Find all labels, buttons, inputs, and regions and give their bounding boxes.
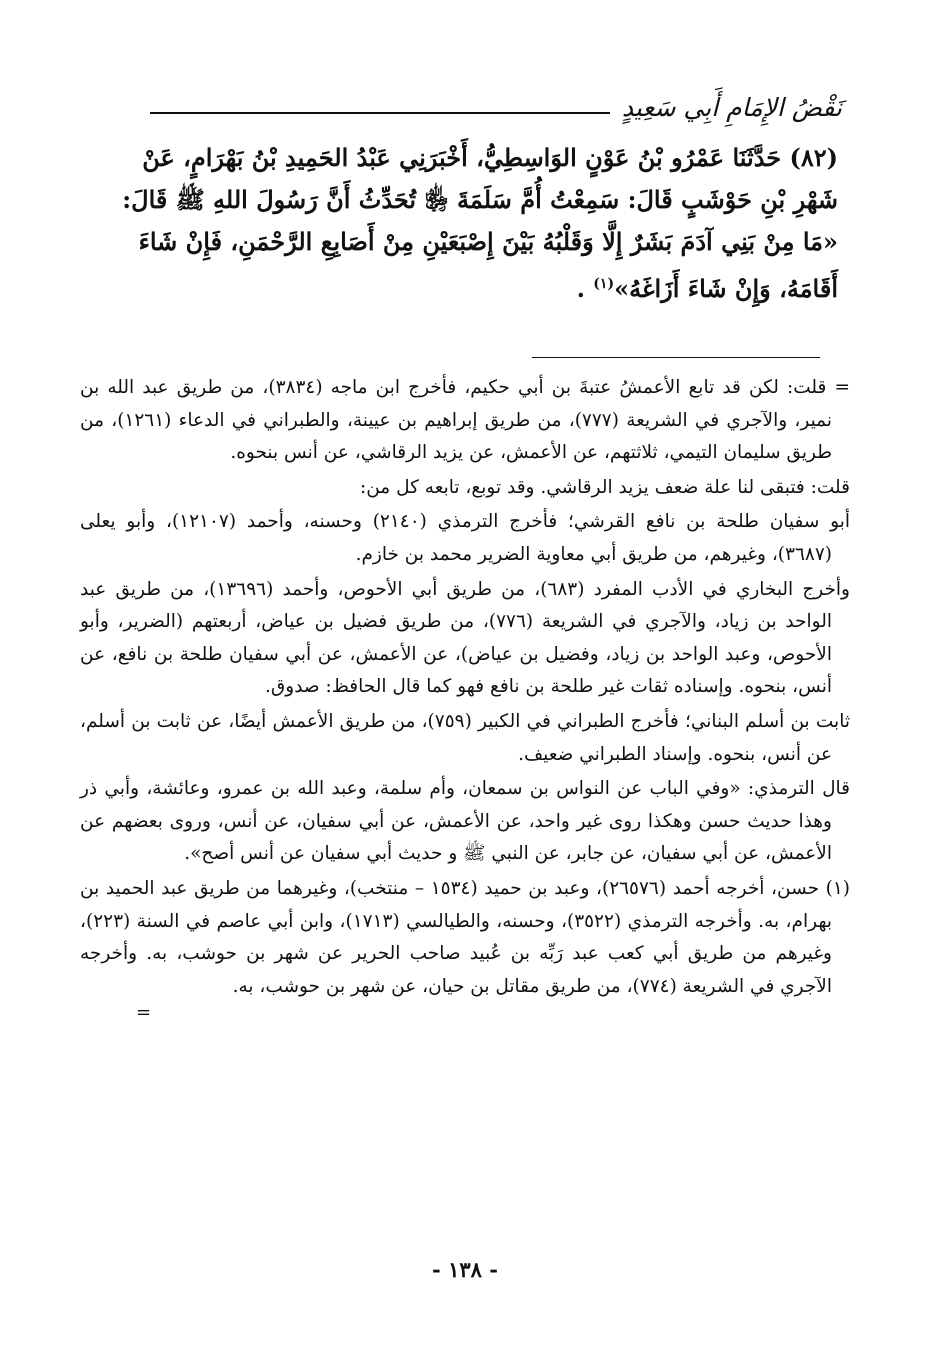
continuation-mark: = (136, 1002, 152, 1024)
running-header (150, 78, 842, 122)
note-thabit: ثابت بن أسلم البناني؛ فأخرج الطبراني في الكبير (٧٥٩)، من طريق الأعمش أيضًا، عن ثابت بن أسلم، عن أنس، بنحوه. وإسناد الطبراني ضعيف. (80, 710, 850, 765)
running-title: نَقْضُ الإِمَامِ أَبِي سَعِيدٍ (621, 93, 842, 122)
note-tirmidhi: قال الترمذي: «وفي الباب عن النواس بن سمعان، وأم سلمة، وعبد الله بن عمرو، وعائشة، وأبي ذر وهذا حديث حسن وهكذا روى غير واحد، عن الأعمش، عن أبي سفيان، عن أنس، وروى بعضهم عن الأعمش، عن أبي سفيان، عن جابر، عن النبي ﷺ و حديث أبي سفيان عن أنس أصح». (80, 778, 850, 865)
hadith-line-1: (٨٢) حَدَّثَنَا عَمْرُو بْنُ عَوْنٍ الوَاسِطِيُّ، أَخْبَرَنِي عَبْدُ الحَمِيدِ بْنُ بَهْرَامٍ، عَنْ (142, 143, 838, 172)
hadith-line-4 (80, 263, 838, 310)
note-continued: = قلت: لكن قد تابع الأعمشُ عتبةَ بن أبي حكيم، فأخرج ابن ماجه (٣٨٣٤)، من طريق عبد الله بن نمير، والآجري في الشريعة (٧٧٧)، من طريق إبراهيم بن عيينة، والطبراني في الدعاء (١٢٦١)، من طريق سليمان التيمي، ثلاثتهم، عن الأعمش، عن يزيد الرقاشي، عن أنس بنحوه. (80, 377, 851, 464)
footnotes (80, 372, 850, 1030)
footnote-reference: (١) (593, 276, 615, 292)
hadith-line-4-text: أَقَامَهُ، وَإِنْ شَاءَ أَزَاغَهُ» (614, 274, 838, 303)
hadith-line-3: «مَا مِنْ بَنِي آدَمَ بَشَرٌ إِلَّا وَقَلْبُهُ بَيْنَ إِصْبَعَيْنِ مِنْ أَصَابِعِ الرَّحْمَنِ، فَإِنْ شَاءَ (138, 227, 838, 256)
footnote-1: (١) حسن، أخرجه أحمد (٢٦٥٧٦)، وعبد بن حميد (١٥٣٤ – منتخب)، وغيرهما من طريق عبد الحميد بن بهرام، به. وأخرجه الترمذي (٣٥٢٢)، وحسنه، والطيالسي (١٧١٣)، وابن أبي عاصم في السنة (٢٢٣)، وغيرهم من طريق أبي كعب عبد رَبِّه بن عُبيد صاحب الحرير عن شهر بن حوشب، به. وأخرجه الآجري في الشريعة (٧٧٤)، من طريق مقاتل بن حيان، عن شهر بن حوشب، به. (80, 877, 850, 997)
note-weakness: قلت: فتبقى لنا علة ضعف يزيد الرقاشي. وقد توبع، تابعه كل من: (359, 476, 850, 498)
hadith-text (80, 137, 838, 310)
header-rule (150, 112, 610, 114)
hadith-line-2: شَهْرِ بْنِ حَوْشَبٍ قَالَ: سَمِعْتُ أُمَّ سَلَمَةَ ﵂ تُحَدِّثُ أَنَّ رَسُولَ اللهِ ﷺ قَالَ: (122, 185, 838, 214)
footnote-separator (532, 357, 820, 358)
page-number: - ١٣٨ - (432, 1257, 498, 1282)
note-abu-sufyan: أبو سفيان طلحة بن نافع القرشي؛ فأخرج الترمذي (٢١٤٠) وحسنه، وأحمد (١٢١٠٧)، وأبو يعلى (٣٦٨٧)، وغيرهم، من طريق أبي معاوية الضرير محمد بن خازم. (80, 511, 850, 565)
note-bukhari: وأخرج البخاري في الأدب المفرد (٦٨٣)، من طريق أبي الأحوص، وأحمد (١٣٦٩٦)، من طريق عبد الواحد بن زياد، والآجري في الشريعة (٧٧٦)، من طريق فضيل بن عياض، أربعتهم (الضرير، وأبو الأحوص، وعبد الواحد بن زياد، وفضيل بن عياض)، عن الأعمش، عن أبي سفيان طلحة بن نافع، عن أنس، بنحوه. وإسناده ثقات غير طلحة بن نافع فهو كما قال الحافظ: صدوق. (80, 578, 850, 698)
end-dot: . (576, 274, 585, 303)
